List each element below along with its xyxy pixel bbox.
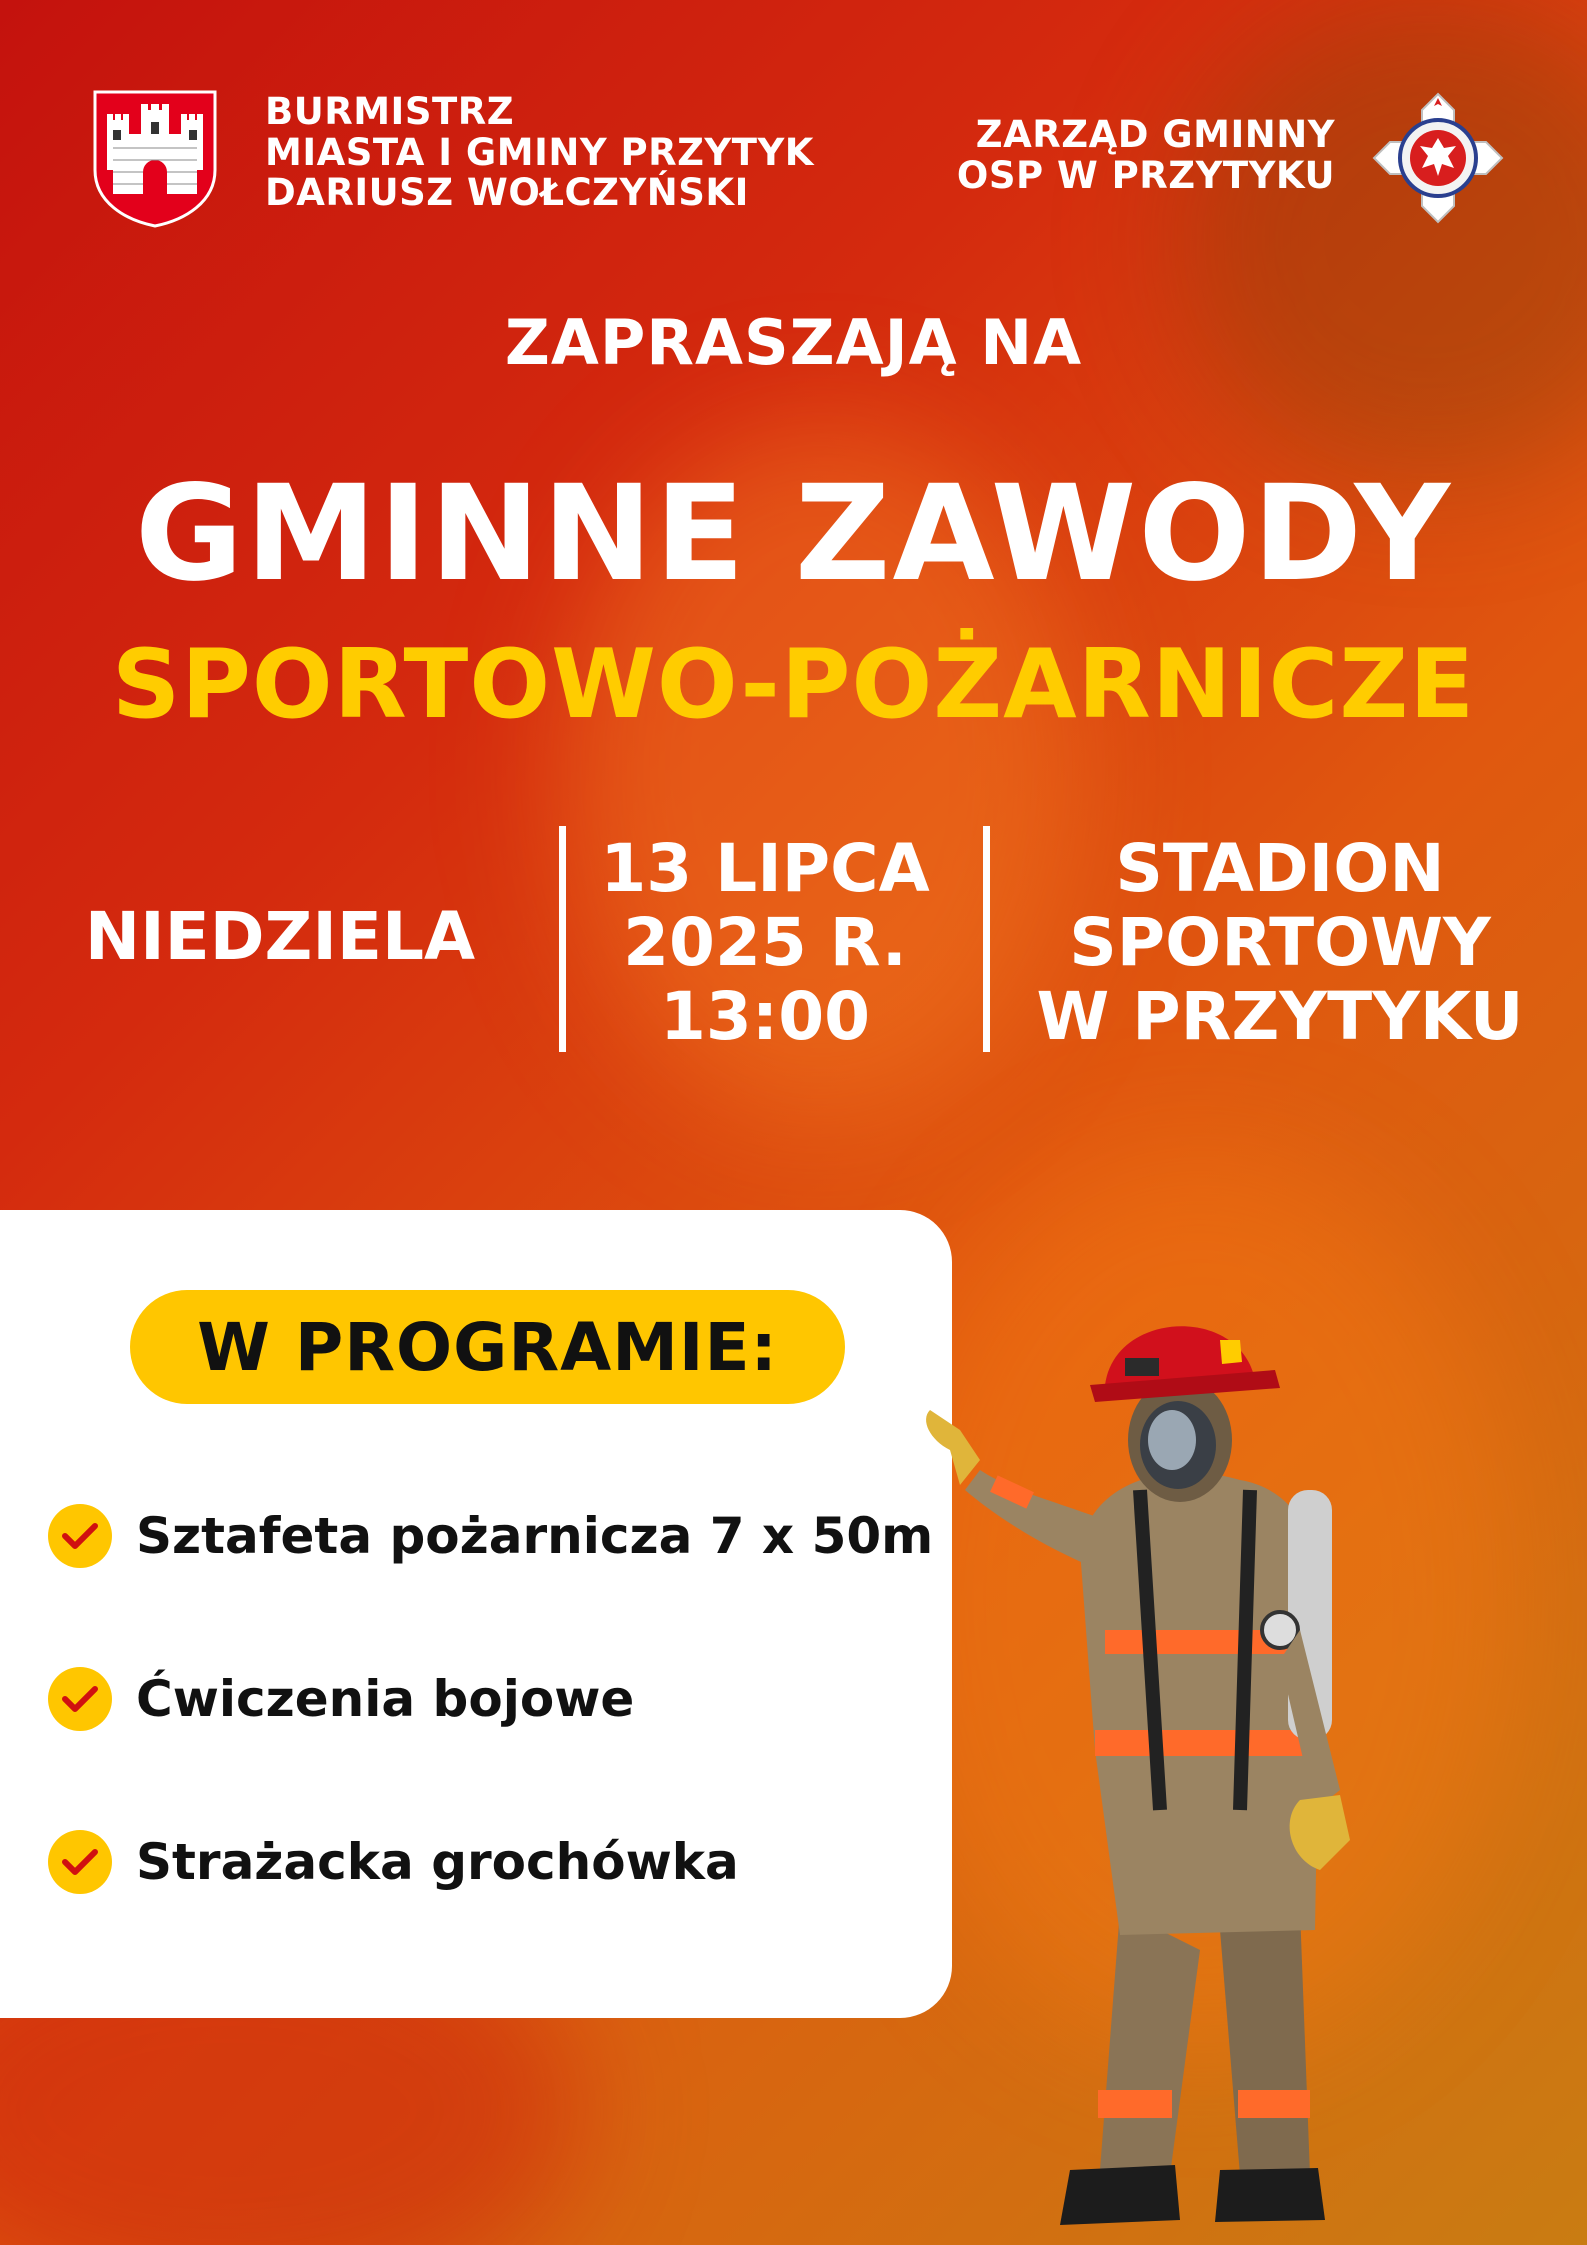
check-icon [48,1667,112,1731]
program-item [48,1830,739,1894]
organizer-line: BURMISTRZ [265,90,515,133]
event-date [585,832,945,1054]
program-item-label: Ćwiczenia bojowe [136,1670,635,1728]
organizer-line: ZARZĄD GMINNY [975,113,1335,156]
organizer-mayor [265,92,814,214]
organizer-line: OSP W PRZYTYKU [956,153,1335,197]
program-item [48,1504,933,1568]
divider [559,826,566,1052]
event-subtitle: SPORTOWO-POŻARNICZE [111,630,1476,740]
date-line: 2025 R. [623,903,907,981]
date-line: 13 LIPCA [600,830,930,907]
program-item-label: Sztafeta pożarnicza 7 x 50m [136,1507,934,1565]
organizer-line: DARIUSZ WOŁCZYŃSKI [265,171,749,215]
event-place [1010,832,1550,1054]
event-title: GMINNE ZAWODY [134,457,1453,611]
time-line: 13:00 [659,977,871,1055]
place-line: SPORTOWY [1069,903,1491,981]
organizer-line: MIASTA I GMINY PRZYTYK [265,130,814,174]
organizer-osp [957,115,1335,196]
divider [983,826,990,1052]
program-heading: W PROGRAMIE: [130,1290,845,1404]
osp-emblem-icon [1372,92,1504,224]
invite-text: ZAPRASZAJĄ NA [504,306,1083,379]
program-item [48,1667,634,1731]
day-text: NIEDZIELA [84,898,476,975]
place-line: W PRZYTYKU [1036,977,1524,1055]
flame-glow [1180,0,1587,480]
town-crest-icon [93,90,217,228]
program-item-label: Strażacka grochówka [136,1833,739,1891]
place-line: STADION [1115,830,1445,907]
check-icon [48,1830,112,1894]
check-icon [48,1504,112,1568]
event-day [60,900,500,974]
firefighter-image [920,1190,1480,2240]
